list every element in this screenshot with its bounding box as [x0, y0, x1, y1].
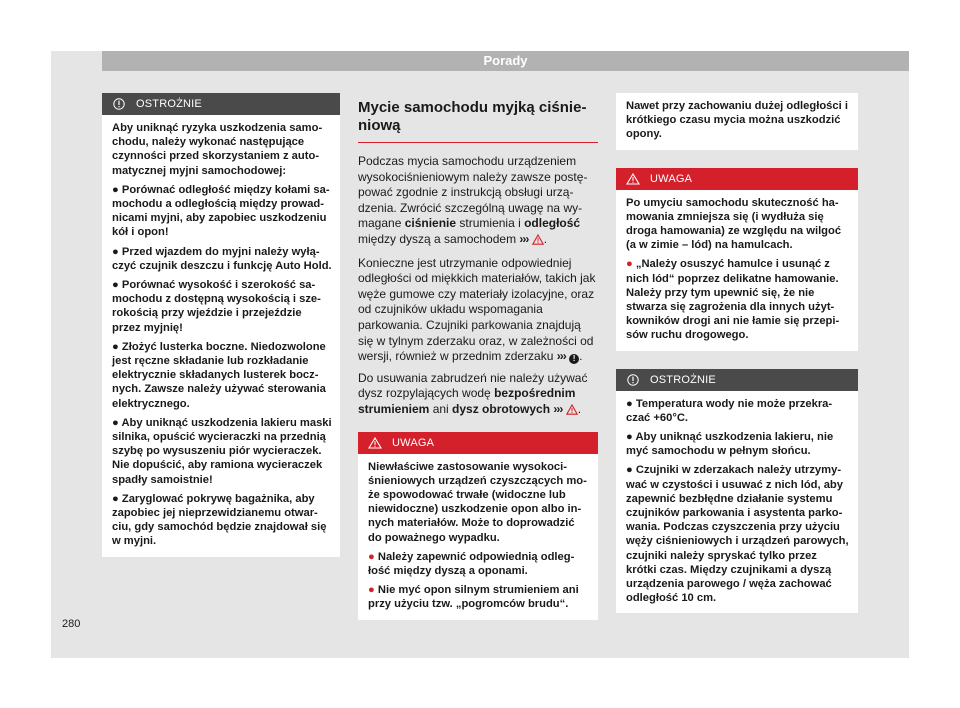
list-item: ● Porównać odległość między kołami samochodu a odległością między prowadnicami myjni, aby zapobiec uszkodzeniu kół i opon! — [112, 183, 330, 239]
list-item: ● Porównać wysokość i szerokość samochodu z dostępną wysokością i szerokością przy wjeździe i przejeździe przez myjnię! — [112, 279, 321, 334]
cross-reference-arrow[interactable]: ››› — [553, 401, 563, 416]
warning-box-body — [358, 454, 598, 620]
caution-box-body — [102, 115, 340, 557]
page-header: Porady — [102, 51, 909, 71]
caution-box-title: OSTROŻNIE — [136, 98, 202, 110]
warning-triangle-icon — [566, 404, 578, 420]
list-item: ● Temperatura wody nie może przekraczać +60°C. — [626, 397, 833, 424]
column-left — [102, 93, 340, 557]
caution-box-header — [102, 93, 340, 115]
caution-box — [102, 93, 340, 557]
warning-intro: Niewłaściwe zastosowanie wysokociśnieniowych urządzeń czyszczących może spowodować trwałe (widoczne lub niewidoczne) uszkodzenie opon albo innych materiałów. Może to doprowadzić do poważnego wypadku. — [368, 460, 587, 544]
list-item: ● Należy zapewnić odpowiednią odległość między dyszą a oponami. — [368, 550, 575, 577]
warning-box — [358, 432, 598, 620]
warning-box-body — [616, 190, 858, 351]
paragraph: Podczas mycia samochodu urządzeniem wysokociśnieniowym należy zawsze postępować zgodnie z instrukcją obsługi urządzenia. Zwrócić szczególną uwagę na wymagane ciśnienie strumienia i odległość między dyszą a samochodem ››› . — [358, 154, 598, 250]
caution-box-title: OSTROŻNIE — [650, 373, 716, 386]
manual-page — [51, 51, 909, 658]
list-item: ● „Należy osuszyć hamulce i usunąć z nich lód“ poprzez delikatne hamowanie. Należy przy tym upewnić się, że nie stwarza się zagrożenia dla innych użytkowników drogi ani nie łamie się przepisów ruchu drogowego. — [626, 258, 840, 342]
list-item: ● Nie myć opon silnym strumieniem ani przy użyciu tzw. „pogromców brudu“. — [368, 584, 579, 611]
caution-box — [616, 369, 858, 614]
info-circle-icon — [626, 373, 640, 387]
note-box — [616, 93, 858, 150]
note-box-body: Nawet przy zachowaniu dużej odległości i krótkiego czasu mycia można uszkodzić opony. — [626, 100, 848, 141]
cross-reference-arrow[interactable]: ››› — [556, 349, 566, 364]
caution-box-header — [616, 369, 858, 391]
warning-triangle-icon — [368, 436, 382, 450]
list-item: ● Przed wjazdem do myjni należy wyłączyć czujnik deszczu i funkcję Auto Hold. — [112, 245, 332, 272]
paragraph: Do usuwania zabrudzeń nie należy używać dysz rozpylających wodę bezpośrednim strumieniem ani dysz obrotowych ››› . — [358, 371, 598, 420]
paragraph: Konieczne jest utrzymanie odpowiedniej odległości od miękkich materiałów, takich jak węże gumowe czy materiały izolacyjne, oraz od czujników układu wspomagania parkowania. Czujniki parkowania znajdują się w tylnym zderzaku oraz, w zależności od wersji, również w przednim zderzaku ››› ! . — [358, 255, 596, 364]
cross-reference-arrow[interactable]: ››› — [519, 231, 529, 246]
column-right — [616, 93, 858, 613]
warning-triangle-icon — [626, 172, 640, 186]
warning-box-header — [616, 168, 858, 190]
warning-intro: Po umyciu samochodu skuteczność hamowania zmniejsza się (i wydłuża się droga hamowania) ze względu na wilgoć (a w zimie – lód) na hamulcach. — [626, 196, 842, 252]
warning-box — [616, 168, 858, 351]
column-middle — [358, 99, 598, 620]
warning-box-title: UWAGA — [650, 172, 693, 185]
warning-box-title: UWAGA — [392, 436, 435, 449]
section-title: Mycie samochodu myjką ciśnieniową — [358, 99, 598, 143]
page-number: 280 — [62, 618, 81, 630]
info-circle-icon — [112, 97, 126, 111]
list-item: ● Aby uniknąć uszkodzenia lakieru maski silnika, opuścić wycieraczki na przednią szybę po wysuszeniu piór wycieraczek. Nie dopuścić, aby ramiona wycieraczek spadły samoistnie! — [112, 416, 332, 486]
warning-triangle-icon — [532, 234, 544, 250]
list-item: ● Aby uniknąć uszkodzenia lakieru, nie myć samochodu w pełnym słońcu. — [626, 431, 834, 458]
exclamation-circle-icon: ! — [569, 354, 579, 364]
list-item: ● Czujniki w zderzakach należy utrzymywać w czystości i usuwać z nich lód, aby zapewnić bezbłędne działanie systemu czujników parkowania i asystenta parkowania. Podczas czyszczenia przy użyciu węży ciśnieniowych i urządzeń parowych, czujniki należy spryskać tylko przez krótki czas. Między czujnikami a dyszą urządzenia parowego / węża zachować odległość 10 cm. — [626, 464, 849, 605]
list-item: ● Złożyć lusterka boczne. Niedozwolone jest ręczne składanie lub rozkładanie elektrycznie składanych lusterek bocznych. Zawsze należy używać sterowania elektrycznego. — [112, 340, 326, 410]
warning-box-header — [358, 432, 598, 454]
caution-intro: Aby uniknąć ryzyka uszkodzenia samochodu, należy wykonać następujące czynności przed skorzystaniem z automatycznej myjni samochodowej: — [112, 122, 323, 177]
caution-box-body — [616, 391, 858, 614]
list-item: ● Zaryglować pokrywę bagażnika, aby zapobiec jej nieprzewidzianemu otwarciu, gdy samochód będzie znajdował się w myjni. — [112, 492, 327, 548]
